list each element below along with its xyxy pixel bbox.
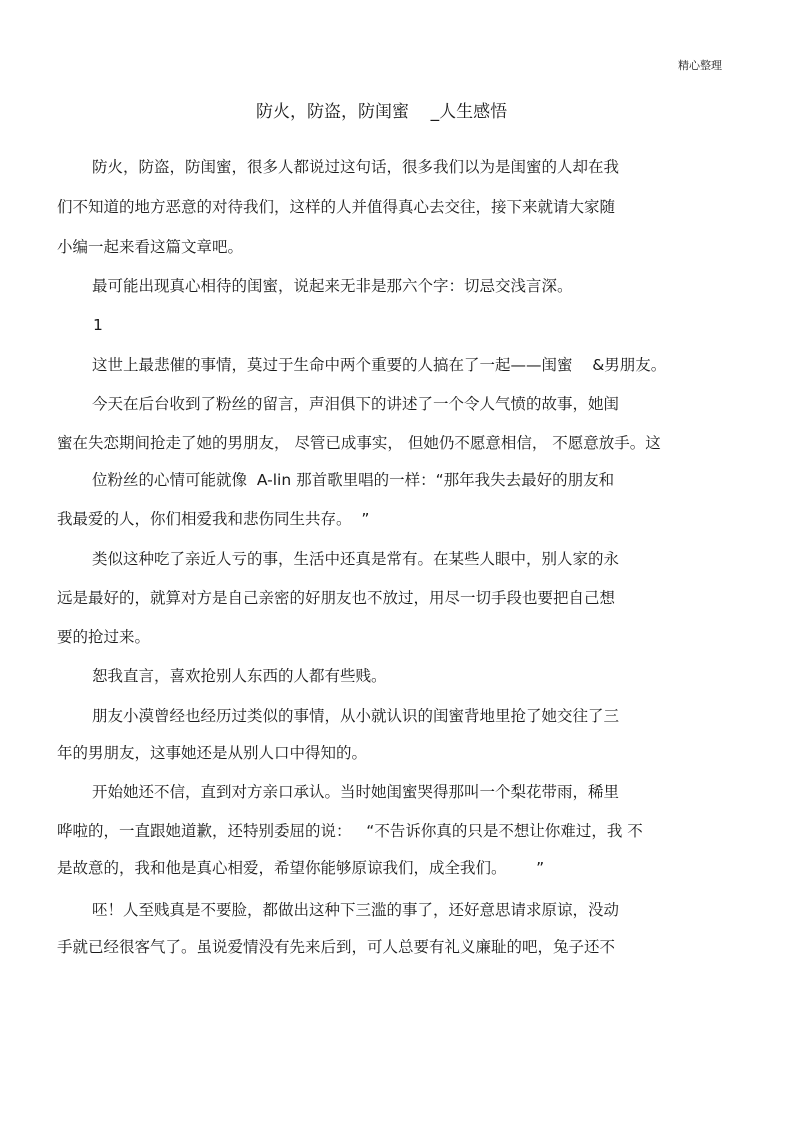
body-line: 最可能出现真心相待的闺蜜，说起来无非是那六个字：切忌交浅言深。 xyxy=(92,277,573,295)
body-line: 小编一起来看这篇文章吧。 xyxy=(57,238,244,256)
body-line: 蜜在失恋期间抢走了她的男朋友， 尽管已成事实， 但她仍不愿意相信， 不愿意放手。这 xyxy=(57,434,661,452)
body-line: 今天在后台收到了粉丝的留言，声泪俱下的讲述了一个令人气愤的故事，她闺 xyxy=(92,395,620,413)
body-line: 这世上最悲催的事情，莫过于生命中两个重要的人搞在了一起——闺蜜 &男朋友。 xyxy=(92,356,667,374)
body-line: 手就已经很客气了。虽说爱情没有先来后到，可人总要有礼义廉耻的吧，兔子还不 xyxy=(57,938,616,956)
body-line: 位粉丝的心情可能就像 A-lin 那首歌里唱的一样：“那年我失去最好的朋友和 xyxy=(92,471,615,489)
header-note: 精心整理 xyxy=(678,59,722,72)
body-line: 是故意的，我和他是真心相爱，希望你能够原谅我们，成全我们。 ” xyxy=(57,859,545,877)
body-line: 们不知道的地方恶意的对待我们，这样的人并值得真心去交往，接下来就请大家随 xyxy=(57,198,616,216)
body-line: 朋友小漠曾经也经历过类似的事情，从小就认识的闺蜜背地里抢了她交往了三 xyxy=(92,707,620,725)
body-line: 要的抢过来。 xyxy=(57,628,151,646)
body-line: 类似这种吃了亲近人亏的事，生活中还真是常有。在某些人眼中，别人家的永 xyxy=(92,550,620,568)
body-line: 远是最好的，就算对方是自己亲密的好朋友也不放过，用尽一切手段也要把自己想 xyxy=(57,589,616,607)
body-line: 呸！人至贱真是不要脸，都做出这种下三滥的事了，还好意思请求原谅，没动 xyxy=(92,901,620,919)
body-line: 哗啦的，一直跟她道歉，还特别委屈的说： “不告诉你真的只是不想让你难过，我 不 xyxy=(57,822,643,840)
body-line: 恕我直言，喜欢抢别人东西的人都有些贱。 xyxy=(92,667,387,685)
document-title: 防火，防盗，防闺蜜 _人生感悟 xyxy=(256,102,508,122)
section-number: 1 xyxy=(93,316,103,334)
body-line: 防火，防盗，防闺蜜，很多人都说过这句话，很多我们以为是闺蜜的人却在我 xyxy=(92,158,620,176)
body-line: 年的男朋友，这事她还是从别人口中得知的。 xyxy=(57,744,368,762)
body-line: 开始她还不信，直到对方亲口承认。当时她闺蜜哭得那叫一个梨花带雨，稀里 xyxy=(92,783,620,801)
body-line: 我最爱的人，你们相爱我和悲伤同生共存。 ” xyxy=(57,510,370,528)
